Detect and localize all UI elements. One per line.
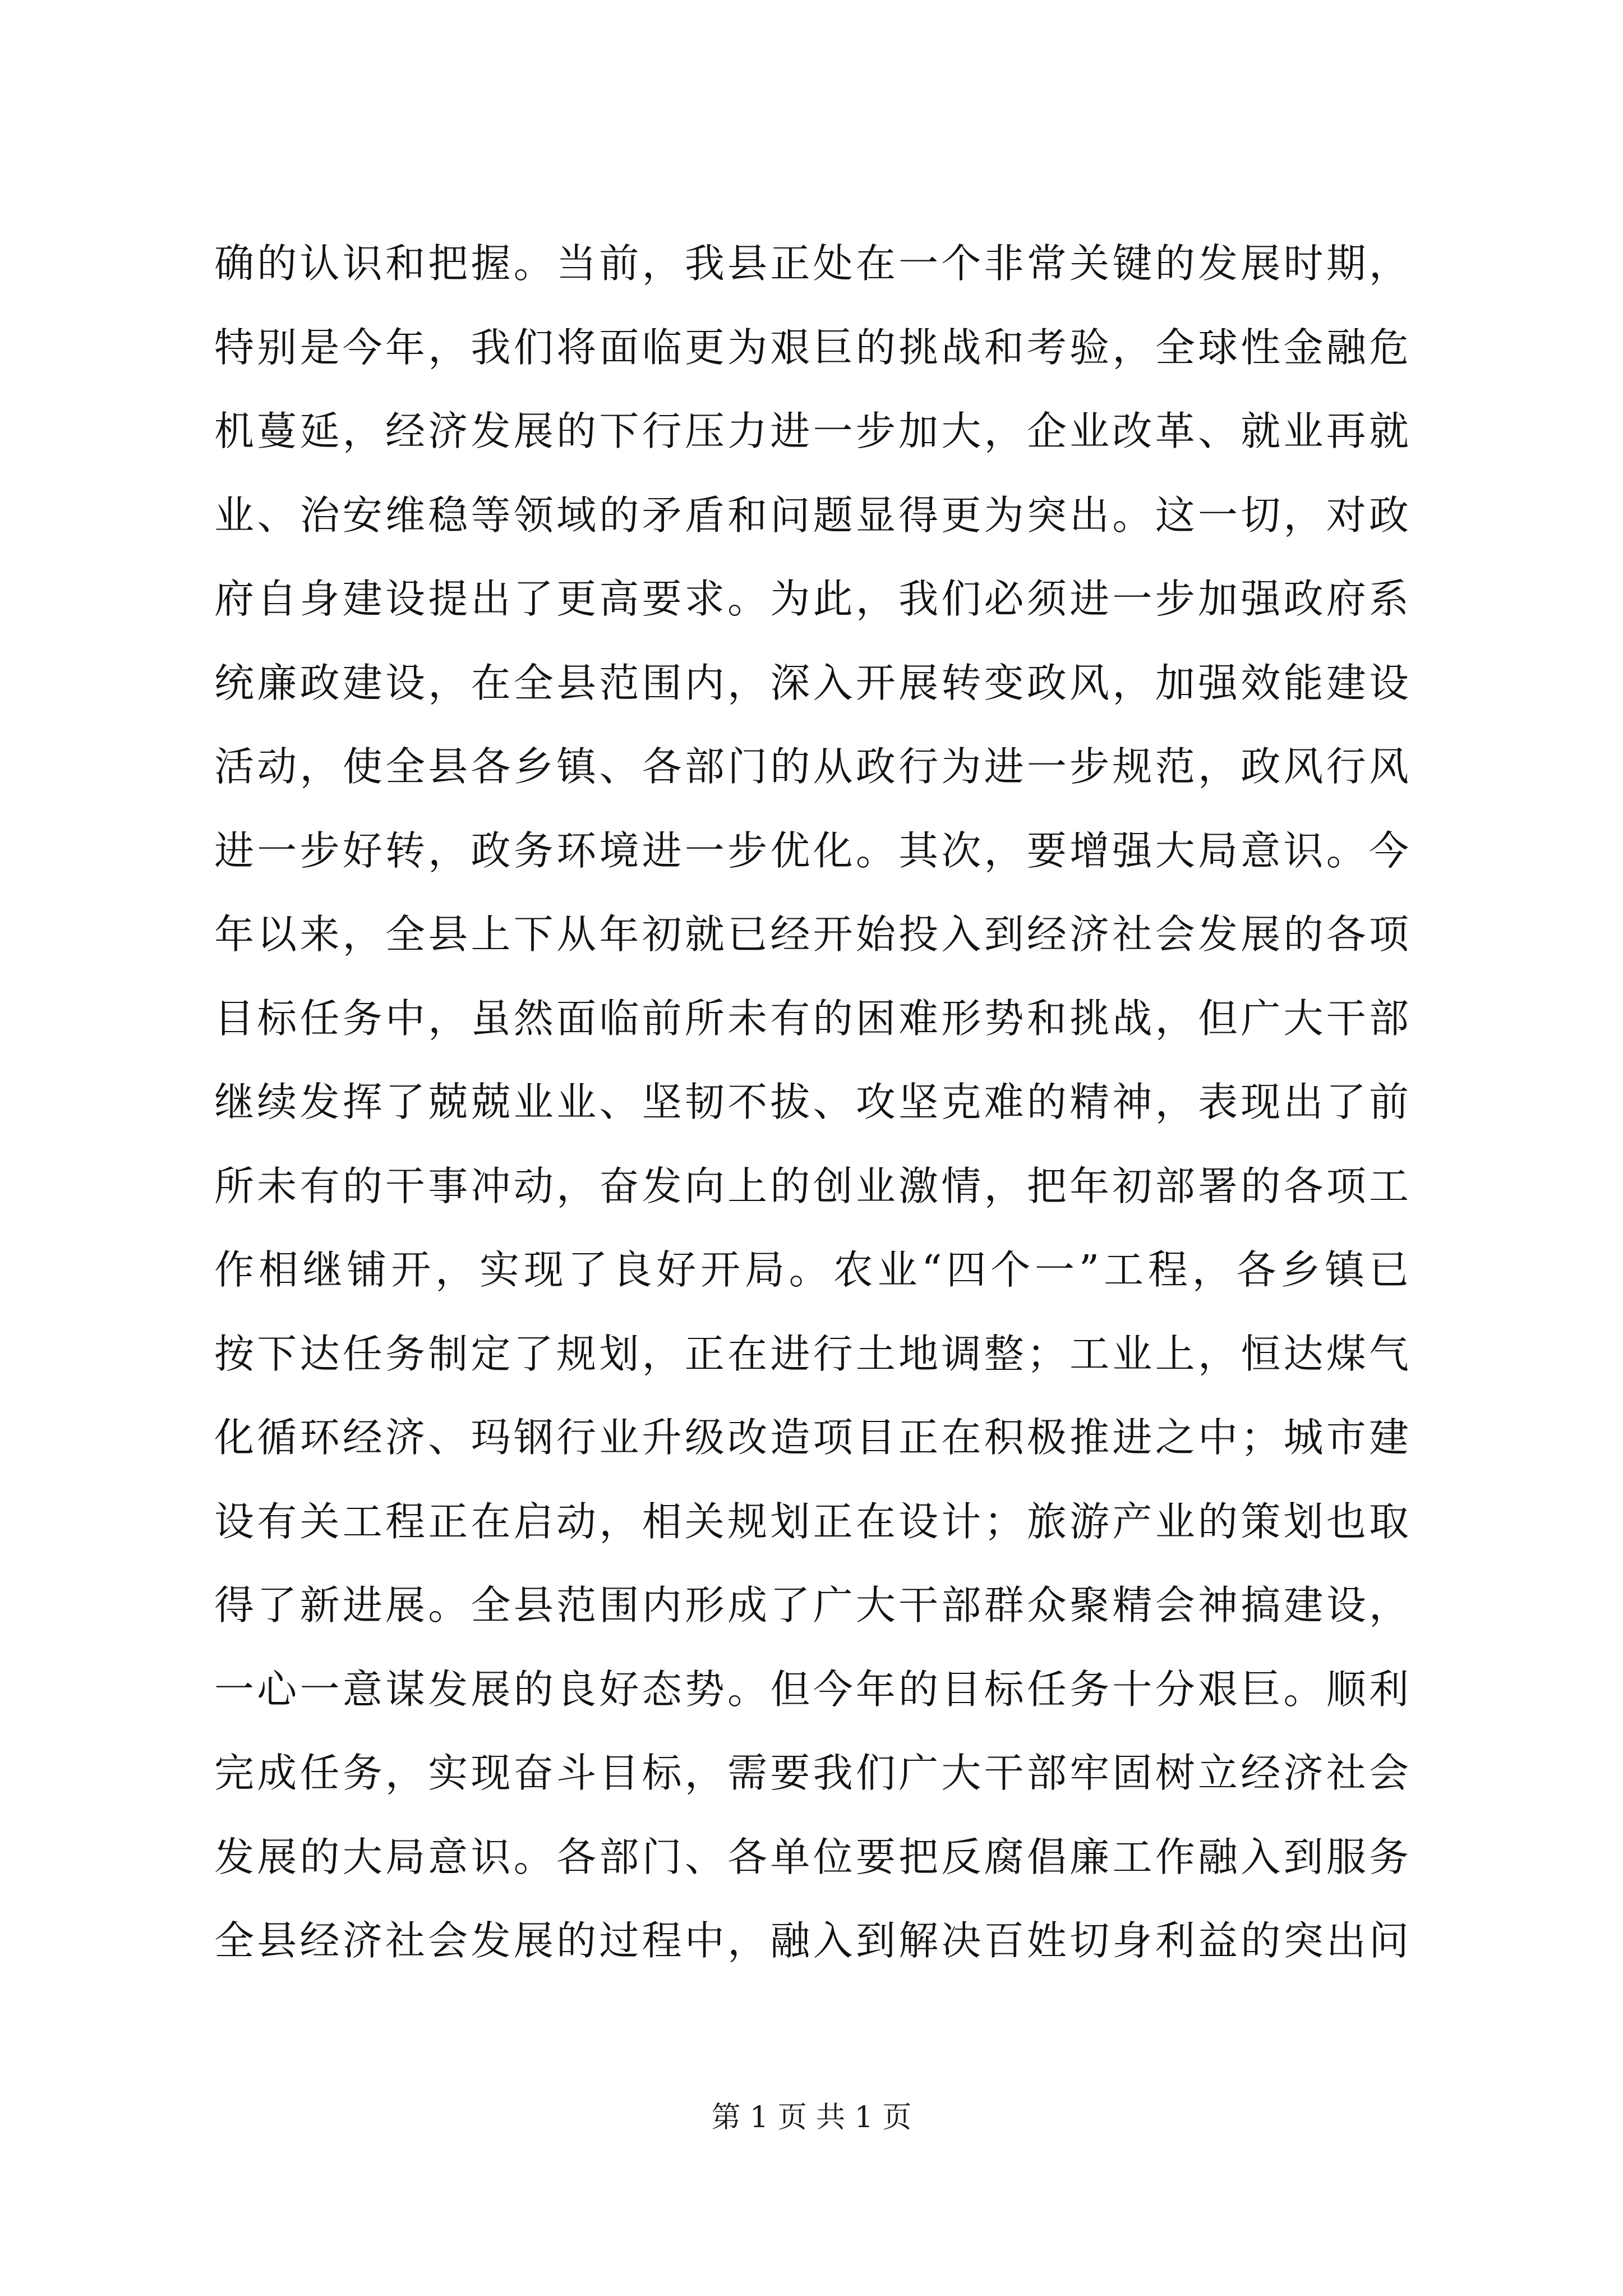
text-line: 继续发挥了兢兢业业、坚韧不拔、攻坚克难的精神，表现出了前: [214, 1079, 1409, 1125]
text-line: 发展的大局意识。各部门、各单位要把反腐倡廉工作融入到服务: [214, 1833, 1409, 1880]
text-line: 作相继铺开，实现了良好开局。农业“四个一”工程，各乡镇已: [214, 1246, 1409, 1293]
text-line: 所未有的干事冲动，奋发向上的创业激情，把年初部署的各项工: [214, 1162, 1409, 1209]
text-line: 完成任务，实现奋斗目标，需要我们广大干部牢固树立经济社会: [214, 1750, 1409, 1796]
text-line: 确的认识和把握。当前，我县正处在一个非常关键的发展时期，: [214, 240, 1409, 287]
body-paragraph: [214, 222, 1409, 1983]
text-line: 府自身建设提出了更高要求。为此，我们必须进一步加强政府系: [214, 576, 1409, 622]
text-line: 活动，使全县各乡镇、各部门的从政行为进一步规范，政风行风: [214, 743, 1409, 790]
text-line: 年以来，全县上下从年初就已经开始投入到经济社会发展的各项: [214, 911, 1409, 958]
text-line: 得了新进展。全县范围内形成了广大干部群众聚精会神搞建设，: [214, 1582, 1409, 1628]
text-line: 化循环经济、玛钢行业升级改造项目正在积极推进之中；城市建: [214, 1414, 1409, 1461]
text-line: 全县经济社会发展的过程中，融入到解决百姓切身利益的突出问: [214, 1917, 1409, 1964]
page-number-footer: 第 1 页 共 1 页: [711, 2101, 912, 2134]
text-line: 统廉政建设，在全县范围内，深入开展转变政风，加强效能建设: [214, 659, 1409, 706]
text-line: 特别是今年，我们将面临更为艰巨的挑战和考验，全球性金融危: [214, 324, 1409, 371]
text-line: 一心一意谋发展的良好态势。但今年的目标任务十分艰巨。顺利: [214, 1665, 1409, 1713]
text-line: 业、治安维稳等领域的矛盾和问题显得更为突出。这一切，对政: [214, 491, 1409, 539]
text-line: 按下达任务制定了规划，正在进行土地调整；工业上，恒达煤气: [214, 1330, 1409, 1377]
text-line: 目标任务中，虽然面临前所未有的困难形势和挑战，但广大干部: [214, 995, 1409, 1042]
text-line: 进一步好转，政务环境进一步优化。其次，要增强大局意识。今: [214, 827, 1409, 874]
text-line: 机蔓延，经济发展的下行压力进一步加大，企业改革、就业再就: [214, 408, 1409, 454]
text-line: 设有关工程正在启动，相关规划正在设计；旅游产业的策划也取: [214, 1498, 1409, 1545]
